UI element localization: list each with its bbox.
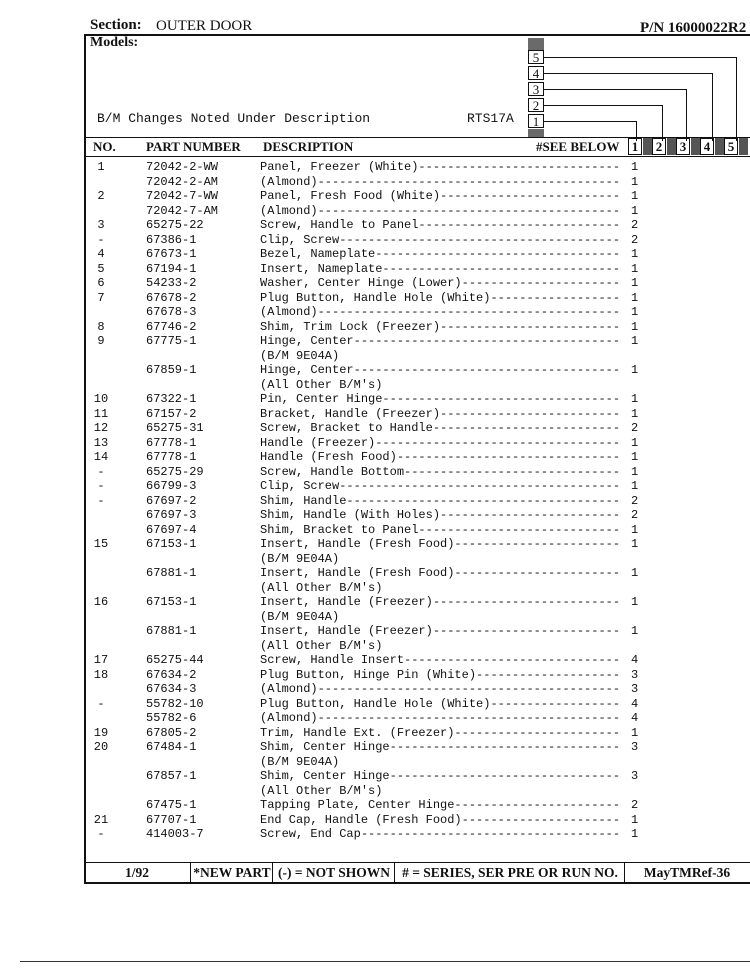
series-box-4: 4 xyxy=(700,138,714,155)
description: Tapping Plate, Center Hinge----------------------- xyxy=(260,798,621,812)
table-row xyxy=(86,726,750,741)
description: (B/M 9E04A) xyxy=(260,754,340,769)
description: Plug Button, Hinge Pin (White)-------------------- xyxy=(260,667,621,682)
page-bottom-rule xyxy=(20,961,750,962)
description: (All Other B/M's) xyxy=(260,783,383,798)
table-row xyxy=(86,320,750,335)
part-number: 67859-1 xyxy=(146,363,197,377)
description: Shim, Handle (With Holes)------------------------- xyxy=(260,508,621,522)
quantity: 1 xyxy=(631,566,639,580)
shaded-block-bottom xyxy=(528,129,544,137)
table-row xyxy=(86,479,750,494)
quantity: 1 xyxy=(631,827,639,841)
item-number: 12 xyxy=(93,421,109,435)
series-box-3: 3 xyxy=(676,138,690,155)
quantity: 1 xyxy=(631,595,639,609)
series-box-2: 2 xyxy=(652,138,666,155)
table-row xyxy=(86,276,750,291)
item-number: 19 xyxy=(93,725,109,740)
item-number: 11 xyxy=(93,406,109,421)
description: Shim, Trim Lock (Freezer)------------------------- xyxy=(260,319,621,334)
part-number: 67881-1 xyxy=(146,624,197,638)
table-row xyxy=(86,668,750,683)
quantity: 3 xyxy=(631,682,639,696)
part-number: 67707-1 xyxy=(146,812,197,827)
description: (Almond)------------------------------------------ xyxy=(260,305,621,319)
description: Clip, Screw--------------------------------------- xyxy=(260,232,621,247)
table-row xyxy=(86,218,750,233)
description: Insert, Handle (Freezer)-------------------------- xyxy=(260,595,621,609)
col-header-description: DESCRIPTION xyxy=(263,139,354,154)
description: Bezel, Nameplate---------------------------------- xyxy=(260,247,621,261)
description: Plug Button, Handle Hole (White)------------------ xyxy=(260,290,621,305)
table-row xyxy=(86,711,750,726)
table-row xyxy=(86,247,750,262)
item-number: 20 xyxy=(93,740,109,754)
quantity: 1 xyxy=(631,363,639,377)
quantity: 2 xyxy=(631,218,639,232)
part-number: 67775-1 xyxy=(146,334,197,348)
footer-divider xyxy=(394,862,395,884)
table-row xyxy=(86,407,750,422)
item-number: 15 xyxy=(93,537,109,551)
item-number: 5 xyxy=(97,261,105,276)
quantity: 1 xyxy=(631,624,639,638)
description: Panel, Fresh Food (White)------------------------- xyxy=(260,189,621,203)
part-number: 67678-3 xyxy=(146,305,197,319)
description: (B/M 9E04A) xyxy=(260,609,340,624)
quantity: 1 xyxy=(631,537,639,551)
part-number: 67673-1 xyxy=(146,247,197,261)
quantity: 4 xyxy=(631,653,639,667)
series-shade xyxy=(739,138,748,155)
quantity: 1 xyxy=(631,261,639,276)
shaded-block-top xyxy=(528,38,544,50)
description: (B/M 9E04A) xyxy=(260,348,340,363)
description: (Almond)------------------------------------------ xyxy=(260,711,621,725)
quantity: 1 xyxy=(631,479,639,493)
item-number: 16 xyxy=(93,595,109,609)
part-number: 72042-7-AM xyxy=(146,203,219,218)
quantity: 1 xyxy=(631,435,639,450)
quantity: 1 xyxy=(631,276,639,290)
part-number-title: P/N 16000022R2 xyxy=(640,20,747,36)
model-column-box-3: 3 xyxy=(528,82,544,96)
table-row xyxy=(86,378,750,393)
description: Washer, Center Hinge (Lower)---------------------- xyxy=(260,276,621,290)
part-number: 55782-6 xyxy=(146,711,197,725)
part-number: 72042-7-WW xyxy=(146,189,219,203)
table-row xyxy=(86,798,750,813)
table-row xyxy=(86,392,750,407)
part-number: 67634-3 xyxy=(146,682,197,696)
description: Insert, Nameplate--------------------------------- xyxy=(260,261,621,276)
table-row xyxy=(86,421,750,436)
footer-series-note: # = SERIES, SER PRE OR RUN NO. xyxy=(402,865,618,880)
quantity: 1 xyxy=(631,305,639,319)
part-number: 67322-1 xyxy=(146,392,197,406)
parts-list xyxy=(86,160,750,842)
description: Panel, Freezer (White)---------------------------- xyxy=(260,160,621,174)
quantity: 1 xyxy=(631,290,639,305)
part-number: 67881-1 xyxy=(146,566,197,580)
part-number: 72042-2-WW xyxy=(146,160,219,174)
quantity: 2 xyxy=(631,798,639,812)
part-number: 67475-1 xyxy=(146,798,197,812)
quantity: 1 xyxy=(631,522,639,537)
description: Hinge, Center------------------------------------- xyxy=(260,363,621,377)
col-header-no: NO. xyxy=(93,139,116,154)
part-number: 67386-1 xyxy=(146,232,197,247)
table-row xyxy=(86,566,750,581)
part-number: 67697-3 xyxy=(146,508,197,522)
item-number: - xyxy=(97,827,105,841)
description: Screw, Handle to Panel---------------------------- xyxy=(260,218,621,232)
table-row xyxy=(86,291,750,306)
item-number: 1 xyxy=(97,160,105,174)
description: Screw, End Cap------------------------------------ xyxy=(260,827,621,841)
table-row xyxy=(86,653,750,668)
part-number: 67778-1 xyxy=(146,435,197,450)
description: Shim, Center Hinge-------------------------------- xyxy=(260,740,621,754)
table-row xyxy=(86,784,750,799)
part-number: 67746-2 xyxy=(146,319,197,334)
table-row xyxy=(86,508,750,523)
table-row xyxy=(86,740,750,755)
part-number: 67153-1 xyxy=(146,537,197,551)
quantity: 1 xyxy=(631,392,639,406)
quantity: 3 xyxy=(631,740,639,754)
quantity: 1 xyxy=(631,189,639,203)
description: Screw, Bracket to Handle-------------------------- xyxy=(260,421,621,435)
table-row xyxy=(86,624,750,639)
bm-changes-note: B/M Changes Noted Under Description xyxy=(97,111,371,126)
table-row xyxy=(86,552,750,567)
item-number: 6 xyxy=(97,276,105,290)
part-number: 65275-31 xyxy=(146,421,204,435)
description: Insert, Handle (Fresh Food)----------------------- xyxy=(260,537,621,551)
item-number: 3 xyxy=(97,218,105,232)
table-row xyxy=(86,610,750,625)
part-number: 67697-4 xyxy=(146,522,197,537)
part-number: 414003-7 xyxy=(146,827,204,841)
model-column-box-2: 2 xyxy=(528,98,544,112)
description: (Almond)------------------------------------------ xyxy=(260,174,621,189)
description: Screw, Handle Insert------------------------------ xyxy=(260,653,621,667)
footer-divider xyxy=(190,862,191,884)
quantity: 1 xyxy=(631,812,639,827)
table-row xyxy=(86,334,750,349)
table-row xyxy=(86,697,750,712)
table-row xyxy=(86,755,750,770)
item-number: 17 xyxy=(93,653,109,667)
description: (All Other B/M's) xyxy=(260,638,383,653)
model-code: RTS17A xyxy=(467,111,514,126)
table-row xyxy=(86,450,750,465)
quantity: 1 xyxy=(631,450,639,464)
table-row xyxy=(86,682,750,697)
part-number: 67153-1 xyxy=(146,595,197,609)
table-row xyxy=(86,639,750,654)
description: Pin, Center Hinge--------------------------------- xyxy=(260,392,621,406)
series-box-1: 1 xyxy=(628,138,642,155)
item-number: 14 xyxy=(93,450,109,464)
part-number: 67778-1 xyxy=(146,450,197,464)
part-number: 54233-2 xyxy=(146,276,197,290)
table-row xyxy=(86,523,750,538)
description: (Almond)------------------------------------------ xyxy=(260,682,621,696)
description: Insert, Handle (Fresh Food)----------------------- xyxy=(260,566,621,580)
quantity: 4 xyxy=(631,711,639,725)
footer-ref: MayTMRef-36 xyxy=(643,865,731,880)
col-header-part-number: PART NUMBER xyxy=(146,139,241,154)
quantity: 1 xyxy=(631,725,639,740)
quantity: 1 xyxy=(631,319,639,334)
model-column-box-1: 1 xyxy=(528,114,544,128)
quantity: 4 xyxy=(631,696,639,711)
quantity: 2 xyxy=(631,232,639,247)
part-number: 65275-22 xyxy=(146,218,204,232)
description: Trim, Handle Ext. (Freezer)----------------------- xyxy=(260,725,621,740)
table-row xyxy=(86,305,750,320)
table-row xyxy=(86,189,750,204)
description: Clip, Screw--------------------------------------- xyxy=(260,479,621,493)
table-row xyxy=(86,233,750,248)
description: Insert, Handle (Freezer)-------------------------- xyxy=(260,624,621,638)
part-number: 65275-44 xyxy=(146,653,204,667)
item-number: - xyxy=(97,232,105,247)
footer-divider xyxy=(272,862,273,884)
part-number: 67857-1 xyxy=(146,769,197,783)
table-row xyxy=(86,813,750,828)
quantity: 3 xyxy=(631,667,639,682)
description: End Cap, Handle (Fresh Food)---------------------- xyxy=(260,812,621,827)
description: Shim, Bracket to Panel---------------------------- xyxy=(260,522,621,537)
quantity: 1 xyxy=(631,203,639,218)
item-number: 10 xyxy=(93,392,109,406)
part-number: 67157-2 xyxy=(146,406,197,421)
table-row xyxy=(86,204,750,219)
description: Plug Button, Handle Hole (White)------------------ xyxy=(260,696,621,711)
description: Shim, Handle-------------------------------------- xyxy=(260,493,621,508)
section-value: OUTER DOOR xyxy=(156,18,253,34)
table-row xyxy=(86,537,750,552)
description: Shim, Center Hinge-------------------------------- xyxy=(260,769,621,783)
part-number: 55782-10 xyxy=(146,696,204,711)
table-row xyxy=(86,262,750,277)
item-number: 21 xyxy=(93,812,109,827)
part-number: 67678-2 xyxy=(146,290,197,305)
item-number: - xyxy=(97,464,105,479)
footer-bar xyxy=(84,862,750,884)
series-shade xyxy=(691,138,700,155)
part-number: 67484-1 xyxy=(146,740,197,754)
leader-line-1 xyxy=(544,121,637,141)
quantity: 2 xyxy=(631,493,639,508)
item-number: 9 xyxy=(97,334,105,348)
table-row xyxy=(86,160,750,175)
table-header-rule-bottom xyxy=(86,156,750,157)
quantity: 2 xyxy=(631,421,639,435)
part-number: 67194-1 xyxy=(146,261,197,276)
quantity: 2 xyxy=(631,508,639,522)
table-row xyxy=(86,769,750,784)
description: Bracket, Handle (Freezer)------------------------- xyxy=(260,406,621,421)
quantity: 1 xyxy=(631,334,639,348)
series-shade xyxy=(643,138,652,155)
quantity: 1 xyxy=(631,174,639,189)
description: (Almond)------------------------------------------ xyxy=(260,203,621,218)
series-shade xyxy=(667,138,676,155)
quantity: 1 xyxy=(631,406,639,421)
quantity: 1 xyxy=(631,160,639,174)
section-label: Section: xyxy=(90,17,142,33)
footer-divider xyxy=(624,862,625,884)
table-row xyxy=(86,436,750,451)
col-header-see-below: #SEE BELOW xyxy=(536,139,620,154)
description: Handle (Fresh Food)------------------------------- xyxy=(260,450,621,464)
table-row xyxy=(86,175,750,190)
item-number: 8 xyxy=(97,319,105,334)
table-row xyxy=(86,494,750,509)
quantity: 1 xyxy=(631,247,639,261)
table-row xyxy=(86,827,750,842)
item-number: - xyxy=(97,479,105,493)
item-number: 7 xyxy=(97,290,105,305)
item-number: 13 xyxy=(93,435,109,450)
table-row xyxy=(86,349,750,364)
models-label: Models: xyxy=(90,35,139,50)
model-column-box-5: 5 xyxy=(528,50,544,64)
part-number: 67634-2 xyxy=(146,667,197,682)
part-number: 72042-2-AM xyxy=(146,174,219,189)
series-box-5: 5 xyxy=(724,138,738,155)
part-number: 67805-2 xyxy=(146,725,197,740)
part-number: 65275-29 xyxy=(146,464,204,479)
footer-date: 1/92 xyxy=(124,865,149,880)
footer-new-part: *NEW PART xyxy=(193,865,271,880)
footer-not-shown: (-) = NOT SHOWN xyxy=(277,865,391,880)
description: (All Other B/M's) xyxy=(260,580,383,595)
item-number: 18 xyxy=(93,667,109,682)
table-row xyxy=(86,363,750,378)
item-number: 2 xyxy=(97,189,105,203)
part-number: 67697-2 xyxy=(146,493,197,508)
item-number: - xyxy=(97,696,105,711)
description: (B/M 9E04A) xyxy=(260,551,340,566)
table-row xyxy=(86,595,750,610)
description: Hinge, Center------------------------------------- xyxy=(260,334,621,348)
table-row xyxy=(86,581,750,596)
model-column-box-4: 4 xyxy=(528,66,544,80)
quantity: 1 xyxy=(631,464,639,479)
quantity: 3 xyxy=(631,769,639,783)
description: Screw, Handle Bottom------------------------------ xyxy=(260,464,621,479)
item-number: 4 xyxy=(97,247,105,261)
item-number: - xyxy=(97,493,105,508)
series-shade xyxy=(715,138,724,155)
description: (All Other B/M's) xyxy=(260,377,383,392)
part-number: 66799-3 xyxy=(146,479,197,493)
description: Handle (Freezer)---------------------------------- xyxy=(260,435,621,450)
table-row xyxy=(86,465,750,480)
